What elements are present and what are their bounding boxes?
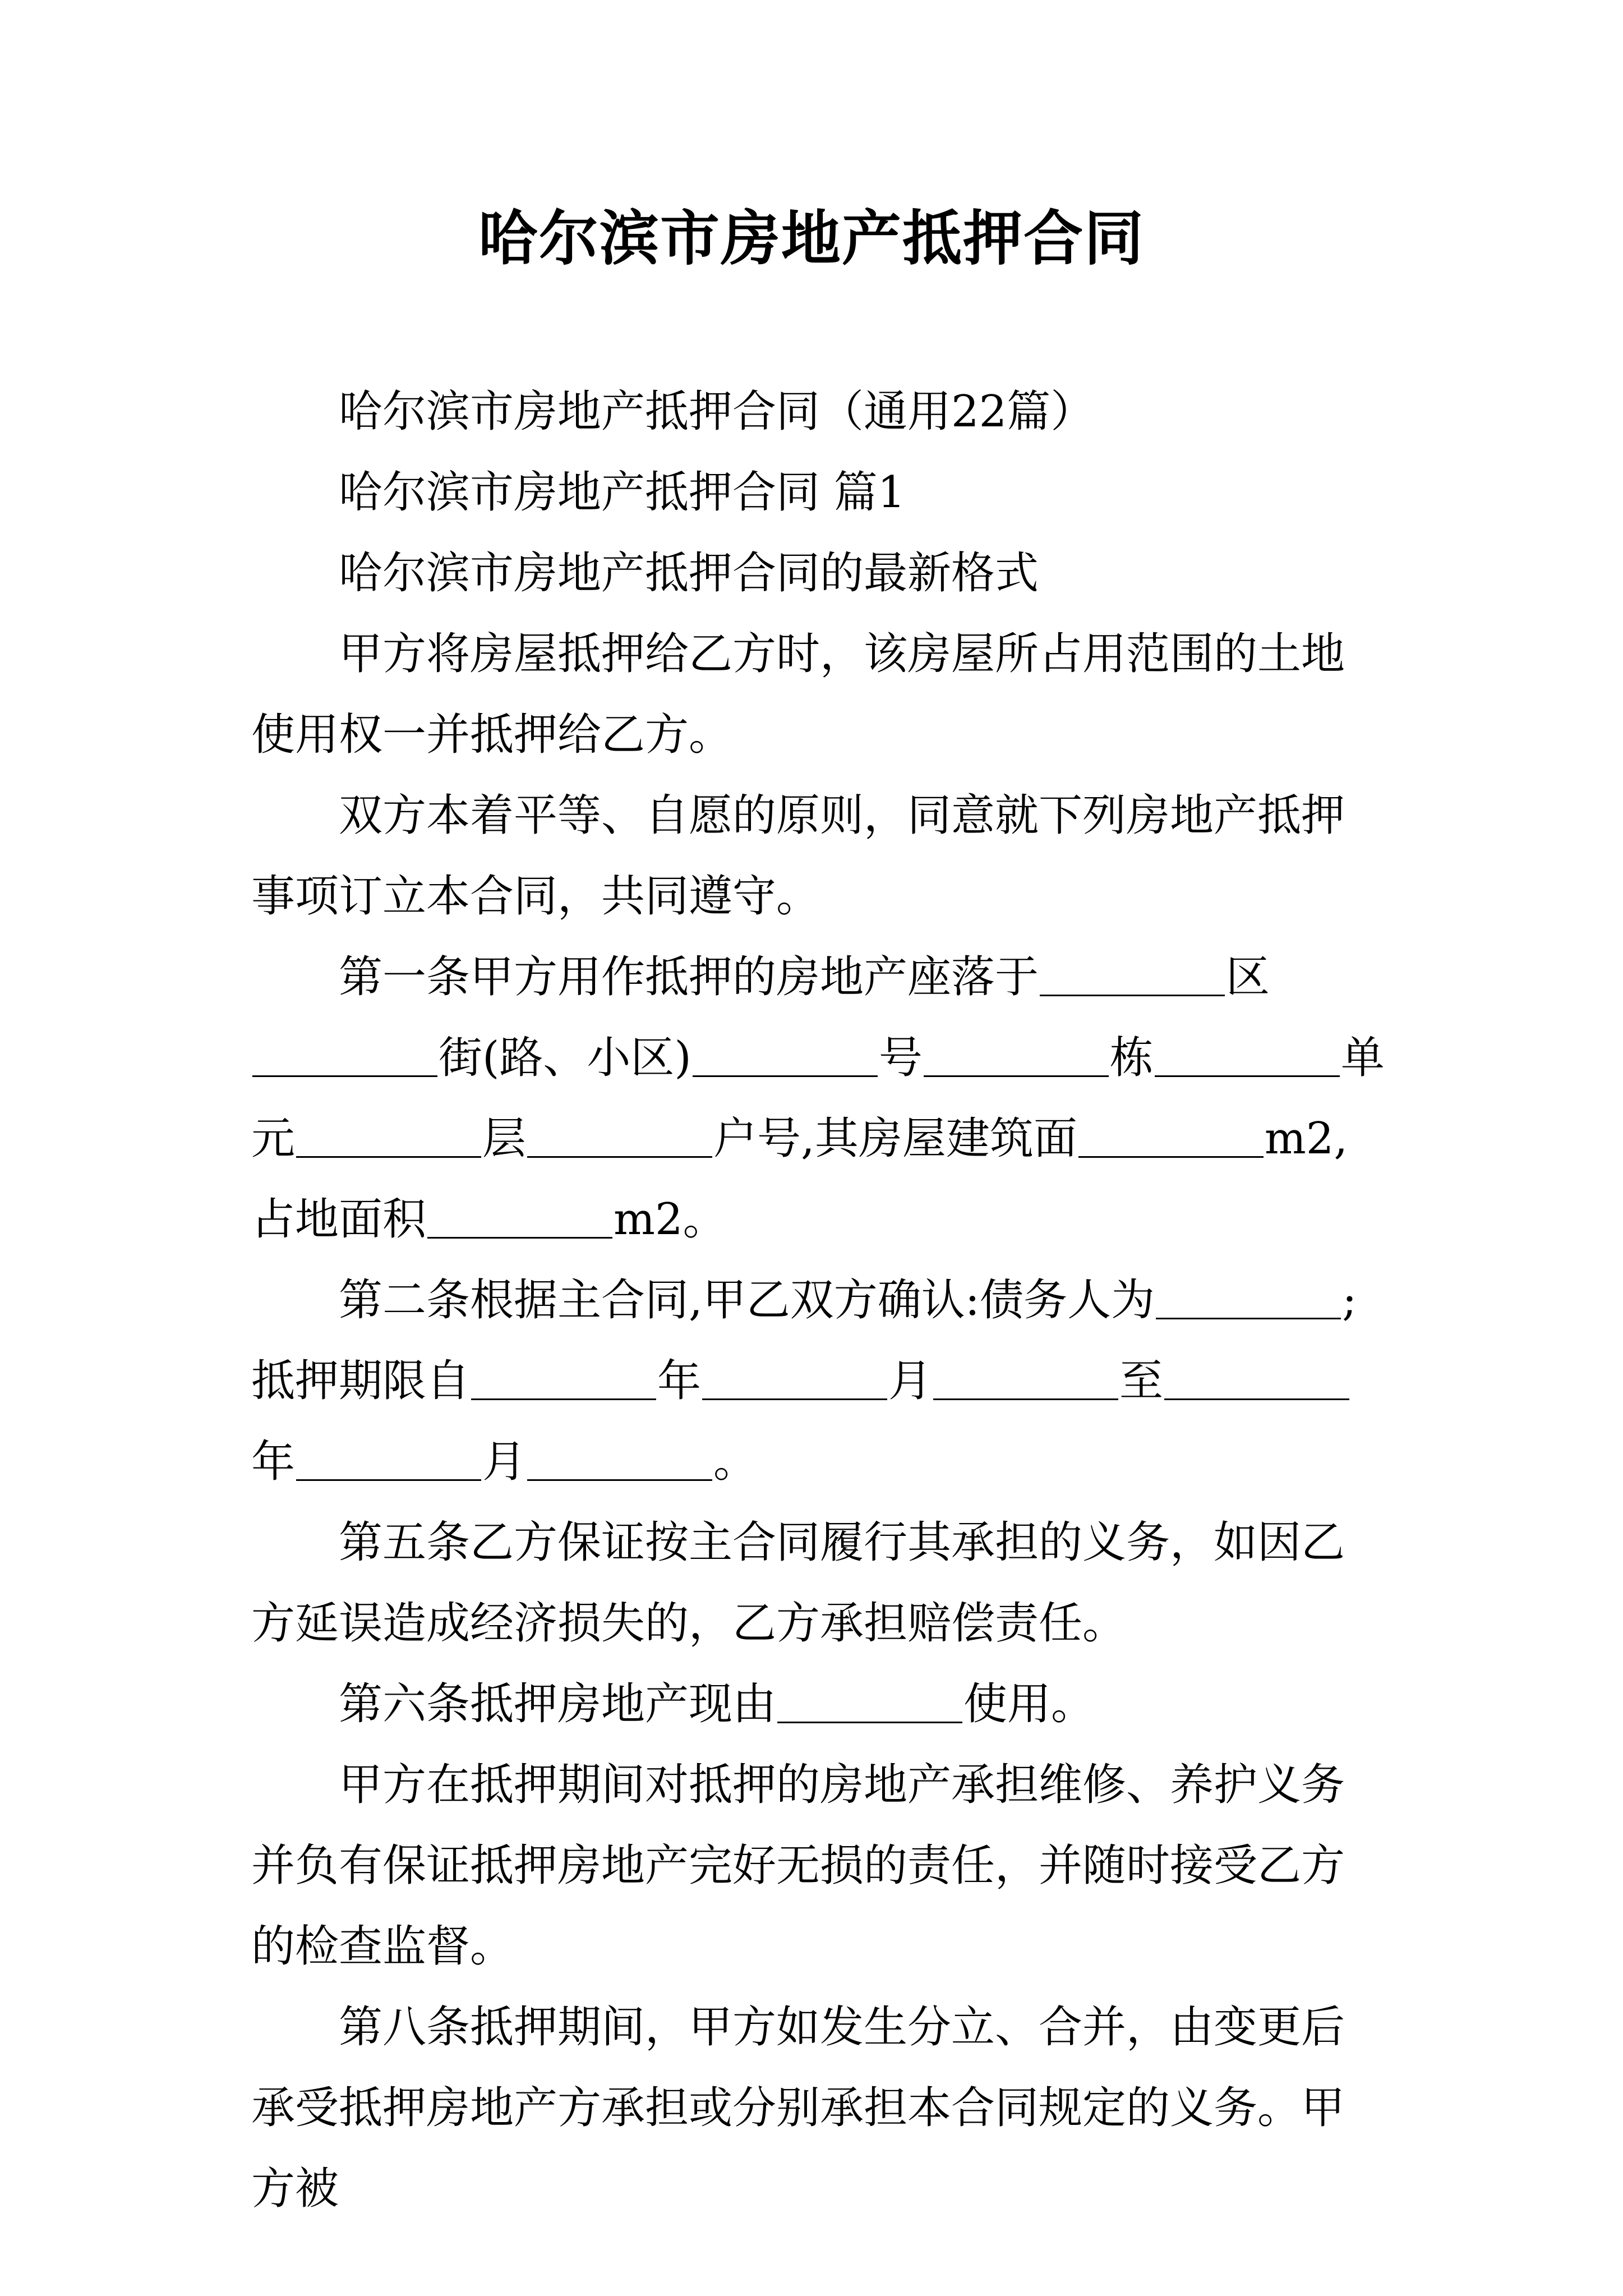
text-segment: 使用。	[963, 1679, 1095, 1729]
blank-field-number[interactable]	[693, 1032, 878, 1077]
text-segment: 单元	[251, 1033, 1385, 1164]
document-body	[251, 371, 1386, 2229]
text-segment: 年	[251, 1437, 296, 1487]
blank-field-start-day[interactable]	[933, 1355, 1118, 1400]
paragraph-section-heading: 哈尔滨市房地产抵押合同 篇1	[339, 467, 906, 518]
blank-field-start-month[interactable]	[702, 1355, 887, 1400]
paragraph-format-heading: 哈尔滨市房地产抵押合同的最新格式	[339, 548, 1039, 599]
paragraph-principle: 双方本着平等、自愿的原则，同意就下列房地产抵押事项订立本合同，共同遵守。	[251, 790, 1345, 922]
text-segment: 区	[1226, 952, 1270, 1002]
blank-field-end-month[interactable]	[527, 1435, 712, 1481]
paragraph-article-1	[251, 937, 1386, 1260]
blank-field-start-year[interactable]	[471, 1355, 656, 1400]
text-segment: m2,	[1264, 1114, 1348, 1164]
text-segment: 年	[657, 1356, 702, 1406]
paragraph-article-8: 第八条抵押期间，甲方如发生分立、合并，由变更后承受抵押房地产方承担或分别承担本合同规定的义务。甲方被	[251, 2002, 1345, 2214]
paragraph-article-5: 第五条乙方保证按主合同履行其承担的义务，如因乙方延误造成经济损失的，乙方承担赔偿责任。	[251, 1517, 1345, 1649]
blank-field-user[interactable]	[777, 1678, 962, 1723]
text-segment: 至	[1119, 1356, 1164, 1406]
text-segment: 层	[482, 1114, 527, 1164]
paragraph-subtitle: 哈尔滨市房地产抵押合同（通用22篇）	[339, 386, 1095, 437]
blank-field-district[interactable]	[1040, 951, 1225, 996]
text-segment: 占地面积	[251, 1194, 427, 1245]
blank-field-street[interactable]	[252, 1032, 437, 1077]
blank-field-land-area[interactable]	[427, 1193, 612, 1239]
document-title: 哈尔滨市房地产抵押合同	[478, 203, 1145, 273]
text-segment: 号	[878, 1033, 923, 1083]
blank-field-end-year[interactable]	[296, 1435, 481, 1481]
text-segment: 第六条抵押房地产现由	[339, 1679, 777, 1729]
text-segment: 月	[888, 1356, 933, 1406]
text-segment: 户号,其房屋建筑面	[713, 1114, 1077, 1164]
blank-field-building[interactable]	[924, 1032, 1109, 1077]
text-segment: 第二条根据主合同,甲乙双方确认:债务人为	[339, 1275, 1155, 1326]
blank-field-debtor[interactable]	[1156, 1274, 1341, 1319]
blank-field-unit-prefix[interactable]	[1155, 1032, 1340, 1077]
blank-field-floor[interactable]	[527, 1112, 712, 1158]
paragraph-article-2	[251, 1260, 1386, 1502]
paragraph-maintenance: 甲方在抵押期间对抵押的房地产承担维修、养护义务并负有保证抵押房地产完好无损的责任，并随时接受乙方的检查监督。	[251, 1760, 1345, 1972]
text-segment: 栋	[1109, 1033, 1154, 1083]
blank-field-unit[interactable]	[296, 1112, 481, 1158]
text-segment: ;	[1342, 1275, 1357, 1326]
paragraph-article-6	[251, 1664, 1386, 1745]
text-segment: 第一条甲方用作抵押的房地产座落于	[339, 952, 1039, 1002]
text-segment: 月	[482, 1437, 527, 1487]
text-segment: 街(路、小区)	[439, 1033, 691, 1083]
text-segment: 抵押期限自	[251, 1356, 471, 1406]
blank-field-end-prefix[interactable]	[1164, 1355, 1349, 1400]
text-segment: 。	[713, 1437, 758, 1487]
text-segment: m2。	[614, 1194, 727, 1245]
blank-field-building-area[interactable]	[1078, 1112, 1264, 1158]
paragraph-land-use: 甲方将房屋抵押给乙方时，该房屋所占用范围的土地使用权一并抵押给乙方。	[251, 629, 1345, 760]
